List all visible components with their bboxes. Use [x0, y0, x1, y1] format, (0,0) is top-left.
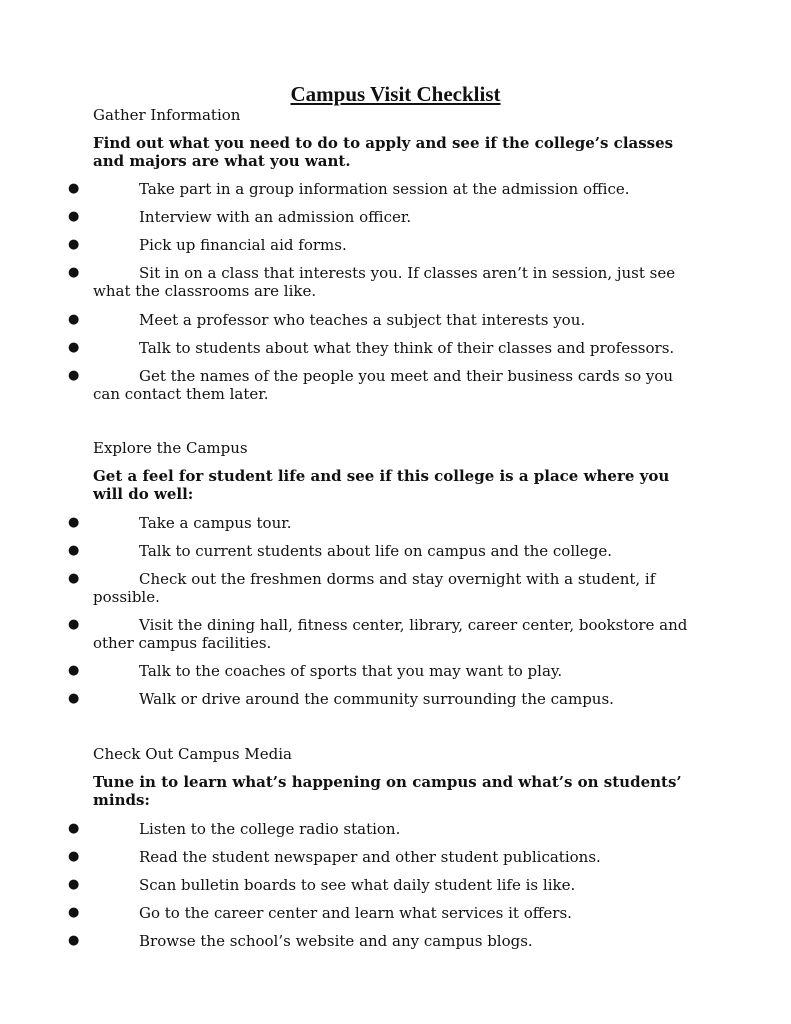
- list-item-text: Go to the career center and learn what services it offers.: [139, 904, 572, 922]
- bullet-icon: ●: [68, 181, 80, 196]
- bullet-icon: ●: [68, 821, 80, 836]
- bullet-icon: ●: [68, 617, 80, 632]
- list-item-text: Talk to the coaches of sports that you may want to play.: [139, 662, 563, 680]
- section-heading: Gather Information: [93, 106, 241, 124]
- bullet-icon: ●: [68, 237, 80, 252]
- list-item-text: Sit in on a class that interests you. If classes aren’t in session, just see what the classrooms are like.: [93, 264, 676, 300]
- bullet-icon: ●: [68, 691, 80, 706]
- list-item-text: Take part in a group information session at the admission office.: [139, 180, 630, 198]
- list-item-text: Meet a professor who teaches a subject that interests you.: [139, 311, 586, 329]
- section-intro: Get a feel for student life and see if this college is a place where you will do well:: [93, 467, 670, 503]
- bullet-icon: ●: [68, 265, 80, 280]
- list-item-text: Visit the dining hall, fitness center, library, career center, bookstore and other campus facilities.: [93, 616, 688, 652]
- page-title: Campus Visit Checklist: [290, 82, 501, 106]
- section-heading: Explore the Campus: [93, 439, 248, 457]
- list-item-text: Talk to students about what they think of their classes and professors.: [139, 339, 675, 357]
- section-intro: Tune in to learn what’s happening on campus and what’s on students’ minds:: [93, 773, 682, 809]
- bullet-icon: ●: [68, 312, 80, 327]
- bullet-icon: ●: [68, 905, 80, 920]
- bullet-icon: ●: [68, 933, 80, 948]
- list-item-text: Get the names of the people you meet and their business cards so you can contact them later.: [93, 367, 674, 403]
- bullet-icon: ●: [68, 515, 80, 530]
- bullet-icon: ●: [68, 663, 80, 678]
- bullet-icon: ●: [68, 209, 80, 224]
- list-item-text: Walk or drive around the community surrounding the campus.: [139, 690, 614, 708]
- list-item-text: Read the student newspaper and other student publications.: [139, 848, 601, 866]
- bullet-icon: ●: [68, 340, 80, 355]
- list-item-text: Take a campus tour.: [139, 514, 292, 532]
- bullet-icon: ●: [68, 849, 80, 864]
- list-item-text: Pick up financial aid forms.: [139, 236, 347, 254]
- list-item-text: Interview with an admission officer.: [139, 208, 412, 226]
- list-item-text: Check out the freshmen dorms and stay overnight with a student, if possible.: [93, 570, 656, 606]
- list-item-text: Listen to the college radio station.: [139, 820, 401, 838]
- bullet-icon: ●: [68, 543, 80, 558]
- list-item-text: Browse the school’s website and any campus blogs.: [139, 932, 533, 950]
- list-item-text: Talk to current students about life on campus and the college.: [139, 542, 613, 560]
- list-item-text: Scan bulletin boards to see what daily student life is like.: [139, 876, 576, 894]
- bullet-icon: ●: [68, 571, 80, 586]
- section-intro: Find out what you need to do to apply and see if the college’s classes and majors are what you want.: [93, 134, 674, 170]
- bullet-icon: ●: [68, 877, 80, 892]
- section-heading: Check Out Campus Media: [93, 745, 292, 763]
- bullet-icon: ●: [68, 368, 80, 383]
